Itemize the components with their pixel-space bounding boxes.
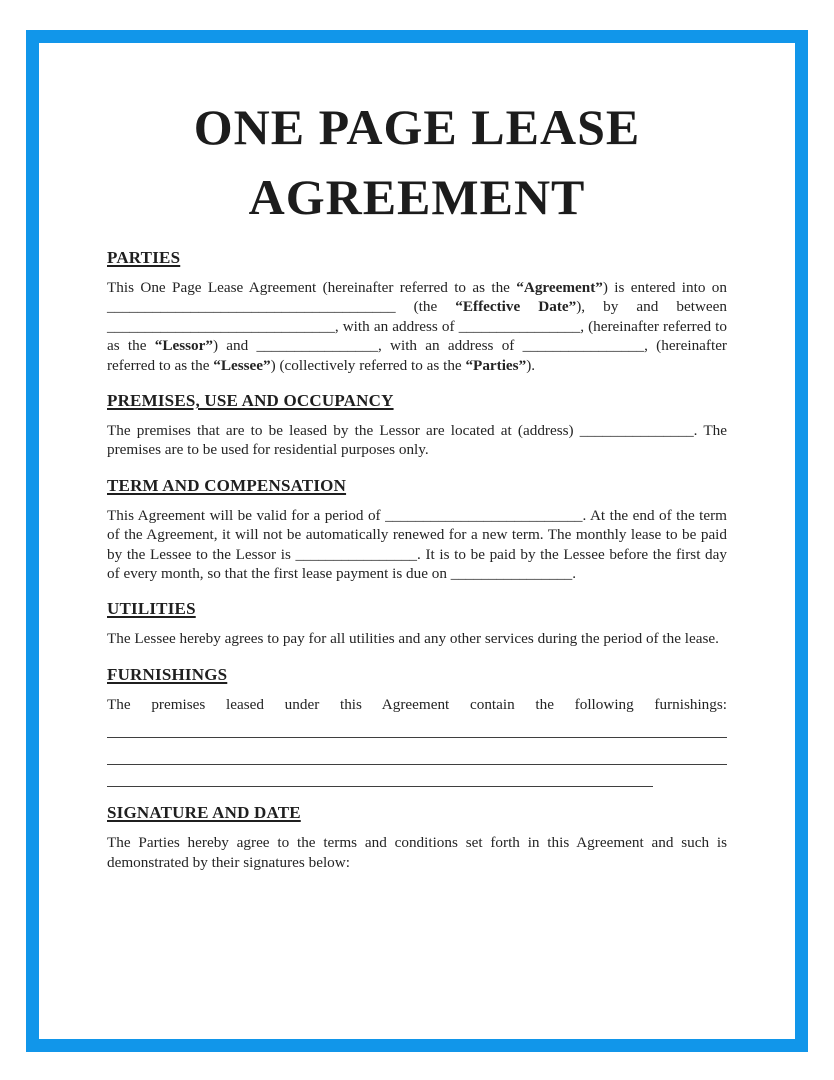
section-term [107,476,727,584]
premises-paragraph: The premises that are to be leased by the Lessor are located at (address) _______________. The premises are to be used for residential purposes only. [107,422,727,459]
term-paragraph: This Agreement will be valid for a period of __________________________. At the end of the term of the Agreement, it will not be automatically renewed for a new term. The monthly lease to be paid by the Lessee to the Lessor is ________________. It is to be paid by the Lessee before the first day of every month, so that the first lease payment is due on ________________. [107,506,727,583]
document-title-line-1: ONE PAGE LEASE [193,99,641,155]
signature-heading: SIGNATURE AND DATE [107,803,301,823]
furnishings-fill-in-line-1 [107,714,727,738]
furnishings-paragraph: The premises leased under this Agreement contain the following furnishings: [107,695,727,713]
document-content [107,0,727,872]
utilities-paragraph: The Lessee hereby agrees to pay for all utilities and any other services during the period of the lease. [107,630,719,648]
section-furnishings [107,665,727,787]
parties-paragraph: This One Page Lease Agreement (hereinafter referred to as the “Agreement”) is entered into on ______________________________________ (the “Effective Date”), by and between ______________________________, with an address of ________________, (hereinafter referred to as the “Lessor”) and ________________, with an address of ________________, (hereinafter referred to as the “Lessee”) (collectively referred to as the “Parties”). [107,279,727,374]
furnishings-heading: FURNISHINGS [107,664,228,684]
premises-heading: PREMISES, USE AND OCCUPANCY [107,391,394,411]
section-signature [107,803,727,872]
term-heading: TERM AND COMPENSATION [107,475,347,495]
section-parties [107,248,727,375]
signature-paragraph: The Parties hereby agree to the terms and conditions set forth in this Agreement and such is demonstrated by their signatures below: [107,834,727,871]
furnishings-fill-in-line-3 [107,765,653,787]
utilities-heading: UTILITIES [107,599,196,619]
document-title-line-2: AGREEMENT [248,169,586,225]
furnishings-fill-in-line-2 [107,738,727,765]
parties-heading: PARTIES [107,248,181,267]
document-title [107,92,727,232]
section-premises [107,391,727,460]
section-utilities [107,599,727,648]
